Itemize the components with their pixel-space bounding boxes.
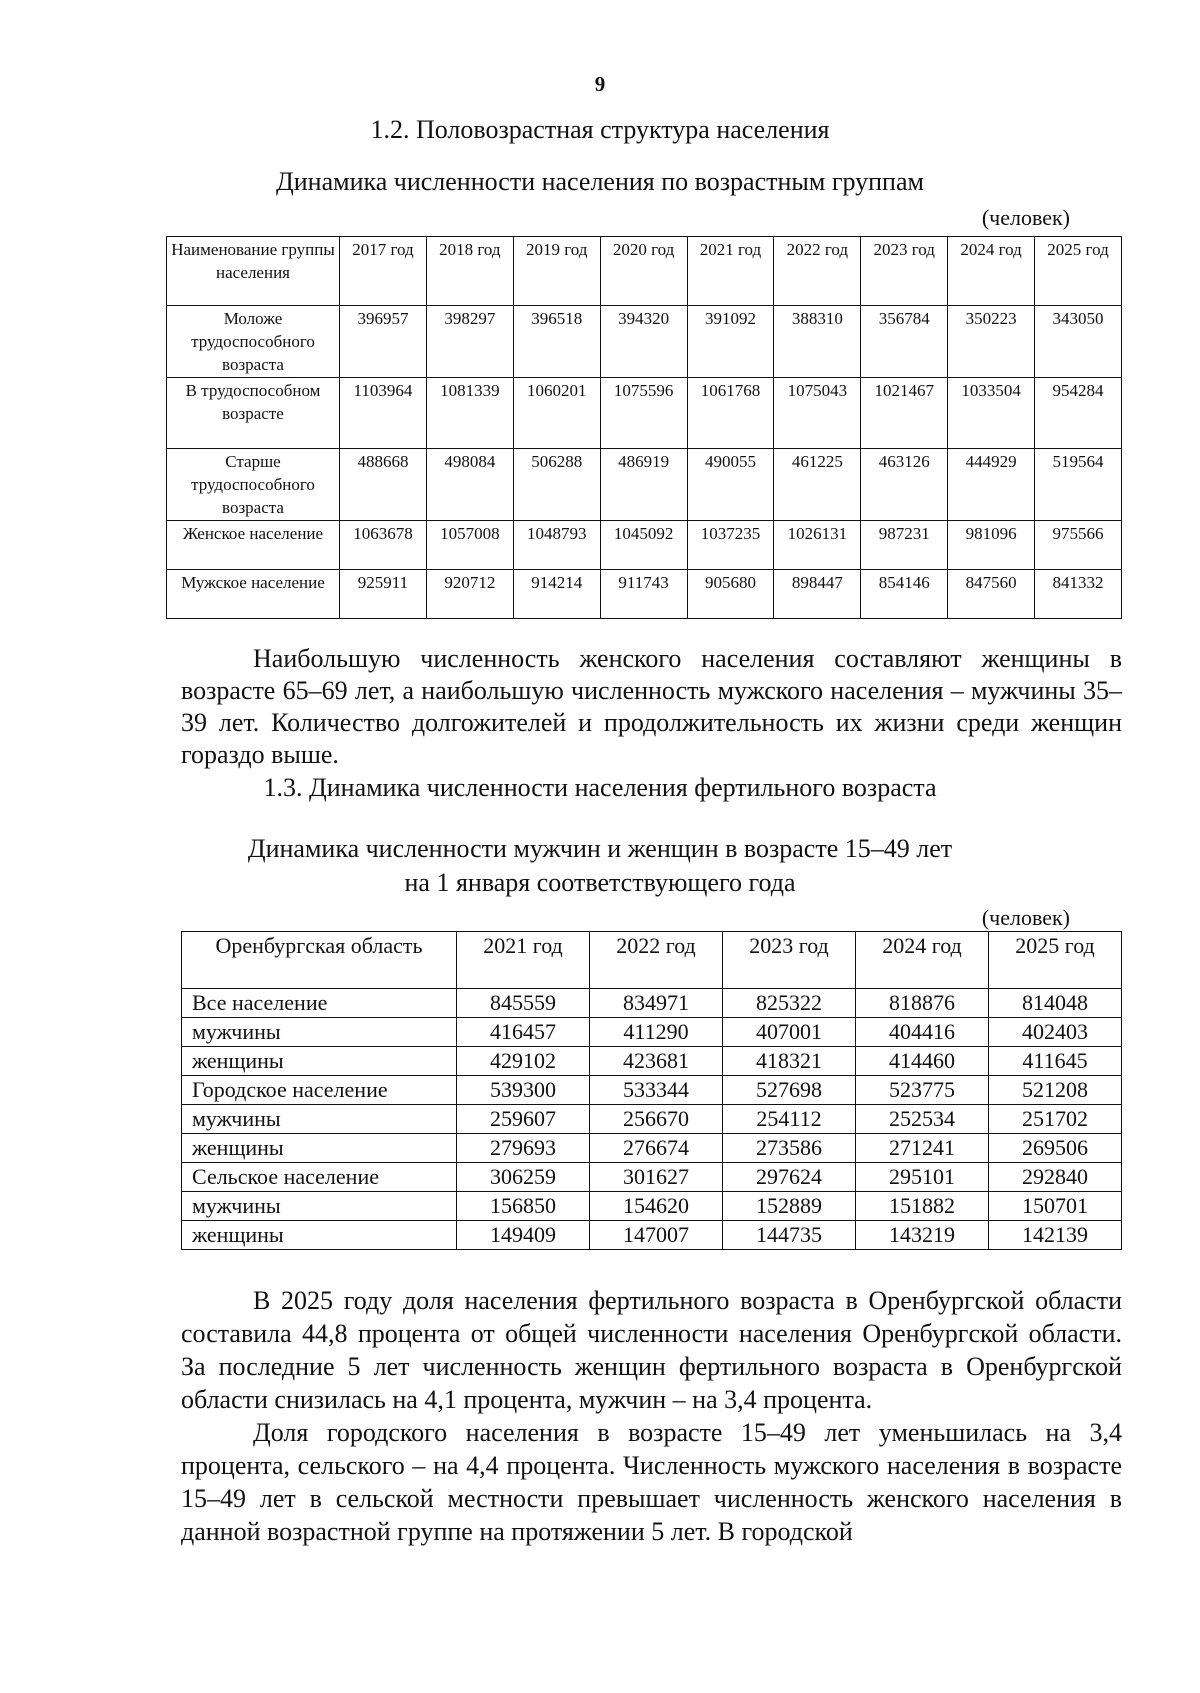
table-row bbox=[167, 378, 1122, 449]
table-cell: 925911 bbox=[340, 570, 427, 619]
paragraph-text: В 2025 году доля населения фертильного возраста в Оренбургской области составила 44,8 процента от общей численности населения Оренбургской области. За последние 5 лет численность женщин фертильного возраста в Оренбургской области снизилась на 4,1 процента, мужчин – на 3,4 процента. bbox=[181, 1286, 1122, 1414]
table-cell: 845559 bbox=[457, 989, 590, 1018]
table-cell: 411645 bbox=[989, 1047, 1122, 1076]
table-cell: 404416 bbox=[856, 1018, 989, 1047]
table-row bbox=[182, 1018, 1122, 1047]
table-cell: 498084 bbox=[426, 449, 513, 521]
table-cell: 269506 bbox=[989, 1134, 1122, 1163]
row-label: Мужское население bbox=[167, 570, 340, 619]
table-cell: 920712 bbox=[426, 570, 513, 619]
table-cell: 295101 bbox=[856, 1163, 989, 1192]
table-cell: 252534 bbox=[856, 1105, 989, 1134]
row-label: мужчины bbox=[182, 1105, 457, 1134]
table-row bbox=[182, 1221, 1122, 1250]
year-header: 2017 год bbox=[340, 237, 427, 306]
table-unit-label: (человек) bbox=[981, 905, 1070, 930]
table-cell: 418321 bbox=[723, 1047, 856, 1076]
table-cell: 301627 bbox=[590, 1163, 723, 1192]
table-corner-header: Наименование группы населения bbox=[167, 237, 340, 306]
year-header: 2023 год bbox=[723, 932, 856, 989]
table-cell: 1063678 bbox=[340, 521, 427, 570]
table-cell: 292840 bbox=[989, 1163, 1122, 1192]
table-cell: 486919 bbox=[600, 449, 687, 521]
table-row bbox=[182, 1076, 1122, 1105]
table-cell: 954284 bbox=[1035, 378, 1122, 449]
table-cell: 259607 bbox=[457, 1105, 590, 1134]
year-header: 2019 год bbox=[513, 237, 600, 306]
row-label: Сельское население bbox=[182, 1163, 457, 1192]
table-cell: 905680 bbox=[687, 570, 774, 619]
table-cell: 898447 bbox=[774, 570, 861, 619]
table-cell: 151882 bbox=[856, 1192, 989, 1221]
table-cell: 394320 bbox=[600, 306, 687, 378]
table-cell: 1037235 bbox=[687, 521, 774, 570]
year-header: 2021 год bbox=[457, 932, 590, 989]
paragraph-text: Наибольшую численность женского населения составляют женщины в возрасте 65–69 лет, а наибольшую численность мужского населения – мужчины 35–39 лет. Количество долгожителей и продолжительность их жизни среди женщин гораздо выше. bbox=[181, 644, 1122, 769]
table-cell: 1045092 bbox=[600, 521, 687, 570]
table-unit-label: (человек) bbox=[981, 205, 1070, 230]
table-caption-age-groups: Динамика численности населения по возрастным группам bbox=[276, 167, 924, 196]
table-cell: 398297 bbox=[426, 306, 513, 378]
table-cell: 490055 bbox=[687, 449, 774, 521]
table-row bbox=[167, 306, 1122, 378]
table-row bbox=[182, 1192, 1122, 1221]
year-header: 2022 год bbox=[774, 237, 861, 306]
table-row bbox=[182, 1047, 1122, 1076]
row-label: мужчины bbox=[182, 1018, 457, 1047]
caption-line: Динамика численности мужчин и женщин в возрасте 15–49 лет bbox=[247, 834, 953, 863]
table-cell: 914214 bbox=[513, 570, 600, 619]
paragraph-age-structure bbox=[181, 643, 1122, 771]
table-cell: 297624 bbox=[723, 1163, 856, 1192]
table-cell: 523775 bbox=[856, 1076, 989, 1105]
table-cell: 396518 bbox=[513, 306, 600, 378]
table-header-row bbox=[182, 932, 1122, 989]
fertile-age-table bbox=[181, 931, 1122, 1250]
table-cell: 911743 bbox=[600, 570, 687, 619]
table-cell: 142139 bbox=[989, 1221, 1122, 1250]
row-label: Все население bbox=[182, 989, 457, 1018]
table-cell: 1021467 bbox=[861, 378, 948, 449]
table-row bbox=[182, 989, 1122, 1018]
table-cell: 423681 bbox=[590, 1047, 723, 1076]
table-cell: 488668 bbox=[340, 449, 427, 521]
table-cell: 356784 bbox=[861, 306, 948, 378]
table-row bbox=[167, 449, 1122, 521]
section-heading-1-3: 1.3. Динамика численности населения фертильного возраста bbox=[263, 773, 937, 802]
table-cell: 519564 bbox=[1035, 449, 1122, 521]
table-cell: 1033504 bbox=[948, 378, 1035, 449]
row-label: Моложе трудоспособного возраста bbox=[167, 306, 340, 378]
table-cell: 279693 bbox=[457, 1134, 590, 1163]
table-cell: 463126 bbox=[861, 449, 948, 521]
year-header: 2023 год bbox=[861, 237, 948, 306]
table-cell: 1075596 bbox=[600, 378, 687, 449]
table-cell: 814048 bbox=[989, 989, 1122, 1018]
table-cell: 444929 bbox=[948, 449, 1035, 521]
table-cell: 1048793 bbox=[513, 521, 600, 570]
table-cell: 391092 bbox=[687, 306, 774, 378]
table-cell: 416457 bbox=[457, 1018, 590, 1047]
table-cell: 506288 bbox=[513, 449, 600, 521]
table-cell: 847560 bbox=[948, 570, 1035, 619]
caption-line: на 1 января соответствующего года bbox=[404, 868, 796, 897]
year-header: 2025 год bbox=[989, 932, 1122, 989]
table-row bbox=[182, 1105, 1122, 1134]
table-cell: 152889 bbox=[723, 1192, 856, 1221]
table-cell: 143219 bbox=[856, 1221, 989, 1250]
table-cell: 1026131 bbox=[774, 521, 861, 570]
table-cell: 150701 bbox=[989, 1192, 1122, 1221]
table-caption-fertile-age bbox=[0, 832, 1200, 900]
age-groups-table bbox=[166, 236, 1122, 619]
table-cell: 527698 bbox=[723, 1076, 856, 1105]
table-cell: 841332 bbox=[1035, 570, 1122, 619]
table-cell: 388310 bbox=[774, 306, 861, 378]
table-row bbox=[167, 521, 1122, 570]
table-cell: 1103964 bbox=[340, 378, 427, 449]
paragraph-text: Доля городского населения в возрасте 15–49 лет уменьшилась на 3,4 процента, сельского – на 4,4 процента. Численность мужского населения в возрасте 15–49 лет в сельской местности превышает численность женского населения в данной возрастной группе на протяжении 5 лет. В городской bbox=[181, 1418, 1122, 1546]
section-heading-1-2: 1.2. Половозрастная структура населения bbox=[370, 115, 830, 144]
table-cell: 350223 bbox=[948, 306, 1035, 378]
table-cell: 156850 bbox=[457, 1192, 590, 1221]
table-cell: 521208 bbox=[989, 1076, 1122, 1105]
table-cell: 981096 bbox=[948, 521, 1035, 570]
table-cell: 818876 bbox=[856, 989, 989, 1018]
table-cell: 254112 bbox=[723, 1105, 856, 1134]
year-header: 2024 год bbox=[856, 932, 989, 989]
table-cell: 251702 bbox=[989, 1105, 1122, 1134]
table-cell: 256670 bbox=[590, 1105, 723, 1134]
table-cell: 429102 bbox=[457, 1047, 590, 1076]
table-cell: 1060201 bbox=[513, 378, 600, 449]
table-cell: 407001 bbox=[723, 1018, 856, 1047]
year-header: 2021 год bbox=[687, 237, 774, 306]
table-cell: 1081339 bbox=[426, 378, 513, 449]
row-label: мужчины bbox=[182, 1192, 457, 1221]
table-cell: 539300 bbox=[457, 1076, 590, 1105]
table-cell: 273586 bbox=[723, 1134, 856, 1163]
table-cell: 1057008 bbox=[426, 521, 513, 570]
table-row bbox=[182, 1163, 1122, 1192]
table-cell: 306259 bbox=[457, 1163, 590, 1192]
table-row bbox=[182, 1134, 1122, 1163]
year-header: 2018 год bbox=[426, 237, 513, 306]
paragraph-block-fertile bbox=[181, 1284, 1122, 1548]
table-cell: 343050 bbox=[1035, 306, 1122, 378]
table-cell: 414460 bbox=[856, 1047, 989, 1076]
table-cell: 975566 bbox=[1035, 521, 1122, 570]
table-cell: 854146 bbox=[861, 570, 948, 619]
row-label: Женское население bbox=[167, 521, 340, 570]
table-cell: 276674 bbox=[590, 1134, 723, 1163]
row-label: Старше трудоспособного возраста bbox=[167, 449, 340, 521]
table-cell: 533344 bbox=[590, 1076, 723, 1105]
table-cell: 825322 bbox=[723, 989, 856, 1018]
table-cell: 1061768 bbox=[687, 378, 774, 449]
table-cell: 396957 bbox=[340, 306, 427, 378]
row-label: Городское население bbox=[182, 1076, 457, 1105]
row-label: женщины bbox=[182, 1134, 457, 1163]
table-header-row bbox=[167, 237, 1122, 306]
table-cell: 987231 bbox=[861, 521, 948, 570]
table-cell: 149409 bbox=[457, 1221, 590, 1250]
year-header: 2024 год bbox=[948, 237, 1035, 306]
table-cell: 461225 bbox=[774, 449, 861, 521]
table-cell: 271241 bbox=[856, 1134, 989, 1163]
table-cell: 834971 bbox=[590, 989, 723, 1018]
table-cell: 402403 bbox=[989, 1018, 1122, 1047]
table-cell: 154620 bbox=[590, 1192, 723, 1221]
table-cell: 144735 bbox=[723, 1221, 856, 1250]
year-header: 2020 год bbox=[600, 237, 687, 306]
table-cell: 147007 bbox=[590, 1221, 723, 1250]
table-cell: 411290 bbox=[590, 1018, 723, 1047]
year-header: 2022 год bbox=[590, 932, 723, 989]
year-header: 2025 год bbox=[1035, 237, 1122, 306]
table-row bbox=[167, 570, 1122, 619]
row-label: женщины bbox=[182, 1047, 457, 1076]
row-label: В трудоспособном возрасте bbox=[167, 378, 340, 449]
table-cell: 1075043 bbox=[774, 378, 861, 449]
page-number: 9 bbox=[594, 72, 606, 96]
row-label: женщины bbox=[182, 1221, 457, 1250]
table-corner-header: Оренбургская область bbox=[182, 932, 457, 989]
